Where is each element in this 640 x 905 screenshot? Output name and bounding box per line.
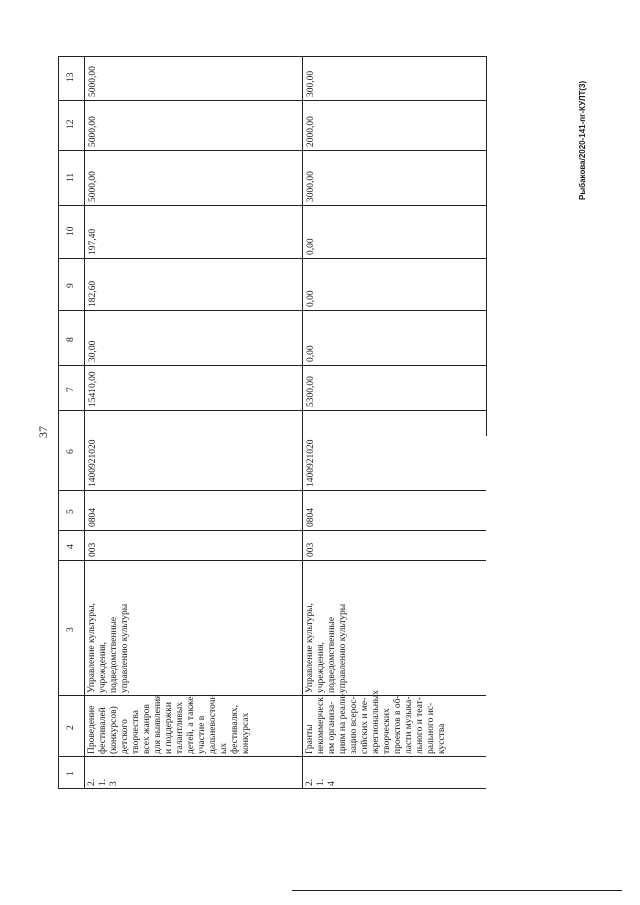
- column-separator: [58, 410, 302, 411]
- row-value-7: 5300,00: [306, 376, 316, 407]
- column-separator: [58, 788, 302, 789]
- column-header-5: 5: [66, 509, 76, 514]
- column-separator: [58, 310, 302, 311]
- table-band-line: [302, 56, 303, 788]
- row-number-cell: [305, 779, 338, 786]
- row-name-cell-line: им организа-: [327, 701, 337, 754]
- column-separator-row2: [302, 258, 486, 259]
- row-number-cell-line: 3: [109, 781, 119, 786]
- column-separator: [58, 560, 302, 561]
- column-header-11: 11: [66, 172, 76, 182]
- column-header-1: 1: [66, 771, 76, 776]
- row-value-11: 5000,00: [88, 171, 98, 202]
- row-name-cell-line: (конкурсов): [109, 706, 119, 754]
- column-separator-row2: [302, 310, 486, 311]
- column-separator: [58, 365, 302, 366]
- column-separator: [58, 530, 302, 531]
- column-header-10: 10: [66, 226, 76, 236]
- row-name-cell: [87, 694, 252, 754]
- column-separator-row2: [302, 530, 486, 531]
- table-right-edge: [486, 56, 487, 436]
- column-separator: [58, 100, 302, 101]
- column-header-4: 4: [66, 544, 76, 549]
- row-name-cell-line: некоммерческ: [316, 697, 326, 754]
- row-name-cell-line: льного и теат-: [415, 697, 425, 754]
- column-separator: [58, 150, 302, 151]
- row-number-cell-line: 2.: [305, 778, 315, 786]
- row-value-6: 1400921020: [306, 439, 316, 487]
- row-name-cell-line: детей, а также: [186, 696, 196, 754]
- column-separator-row2: [302, 560, 486, 561]
- column-separator-row2: [302, 150, 486, 151]
- column-header-7: 7: [66, 386, 76, 392]
- row-name-cell-line: Гранты: [305, 724, 315, 754]
- row-name-cell-line: детского: [120, 719, 130, 754]
- row-name-cell-line: участие в: [197, 715, 207, 754]
- column-header-8: 8: [66, 336, 76, 342]
- column-header-6: 6: [66, 449, 76, 454]
- row-value-10: 197,40: [88, 228, 98, 255]
- column-separator: [58, 258, 302, 259]
- row-name-cell-line: проектов в об-: [393, 695, 403, 754]
- row-executor-cell-line: Управление культуры,: [305, 603, 315, 693]
- row-value-4: 003: [306, 542, 316, 557]
- row-name-cell-line: зацию всерос-: [349, 696, 359, 754]
- column-header-2: 2: [66, 724, 76, 730]
- row-value-5: 0804: [88, 508, 98, 527]
- table-band-line: [58, 56, 59, 788]
- footer-rule: [292, 890, 622, 891]
- column-separator-row2: [302, 490, 486, 491]
- row-executor-cell: [305, 603, 349, 693]
- row-number-cell-line: 4: [327, 781, 337, 786]
- row-name-cell-line: жрегиональных: [371, 690, 381, 754]
- row-name-cell-line: циям на реали-: [338, 693, 348, 754]
- row-value-7: 15410,00: [88, 371, 98, 407]
- row-value-9: 0,00: [306, 290, 316, 307]
- row-value-5: 0804: [306, 508, 316, 527]
- column-separator: [58, 490, 302, 491]
- document-code-note: Рыбакова/2020-141-пг-КУЛТ(3): [578, 80, 587, 200]
- row-number-cell-line: 1.: [98, 778, 108, 786]
- row-executor-cell: [87, 603, 131, 693]
- row-executor-cell-line: учреждения,: [98, 641, 108, 693]
- row-number-cell-line: 1.: [316, 778, 326, 786]
- row-name-cell-line: ласти музыка-: [404, 696, 414, 754]
- row-number-cell-line: 2.: [87, 778, 97, 786]
- row-name-cell-line: творческих: [382, 708, 392, 754]
- row-executor-cell-line: Управление культуры,: [87, 603, 97, 693]
- row-number-cell: [87, 779, 120, 786]
- row-value-4: 003: [88, 542, 98, 557]
- column-separator-row2: [302, 756, 486, 757]
- row-value-9: 182,60: [88, 280, 98, 307]
- row-value-12: 5000,00: [88, 116, 98, 147]
- row-value-13: 300,00: [306, 70, 316, 97]
- table-top-line: [58, 56, 302, 57]
- row-executor-cell-line: подведомственные: [327, 616, 337, 693]
- row-name-cell-line: талантливых: [175, 702, 185, 754]
- column-separator: [58, 205, 302, 206]
- column-separator-row2: [302, 100, 486, 101]
- column-header-12: 12: [66, 119, 76, 129]
- column-separator-row2: [302, 788, 486, 789]
- row-executor-cell-line: учреждения,: [316, 641, 326, 693]
- table-band-line: [84, 56, 85, 788]
- table-top-line-row2: [302, 56, 486, 57]
- row-value-8: 30,00: [88, 340, 98, 362]
- row-executor-cell-line: подведомственные: [109, 616, 119, 693]
- row-name-cell-line: творчества: [131, 709, 141, 754]
- row-name-cell-line: конкурсах: [241, 712, 251, 754]
- row-value-11: 3000,00: [306, 171, 316, 202]
- row-name-cell-line: всех жанров: [142, 704, 152, 754]
- row-executor-cell-line: управлению культуры: [338, 603, 348, 693]
- row-name-cell-line: фестивалях,: [230, 705, 240, 754]
- column-header-3: 3: [66, 626, 76, 632]
- row-value-8: 0,00: [306, 345, 316, 362]
- row-name-cell-line: дальневосточн: [208, 694, 218, 754]
- column-header-9: 9: [66, 283, 76, 288]
- column-separator-row2: [302, 410, 486, 411]
- column-separator-row2: [302, 205, 486, 206]
- row-executor-cell-line: управлению культуры: [120, 603, 130, 693]
- page-number: 37: [36, 426, 50, 438]
- column-header-13: 13: [66, 72, 76, 82]
- row-name-cell-line: рального ис-: [426, 702, 436, 754]
- row-name-cell: [305, 690, 448, 754]
- row-name-cell-line: ых: [219, 742, 229, 754]
- row-value-13: 5000,00: [88, 66, 98, 97]
- column-separator-row2: [302, 365, 486, 366]
- row-value-6: 1400921020: [88, 439, 98, 487]
- row-value-10: 0,00: [306, 238, 316, 255]
- row-name-cell-line: фестивалей: [98, 707, 108, 754]
- row-name-cell-line: Проведение: [87, 705, 97, 754]
- row-name-cell-line: и поддержки: [164, 702, 174, 754]
- row-value-12: 2000,00: [306, 116, 316, 147]
- row-name-cell-line: сийских и ме-: [360, 697, 370, 754]
- row-name-cell-line: для выявления: [153, 694, 163, 754]
- row-name-cell-line: кусства: [437, 723, 447, 754]
- column-separator: [58, 756, 302, 757]
